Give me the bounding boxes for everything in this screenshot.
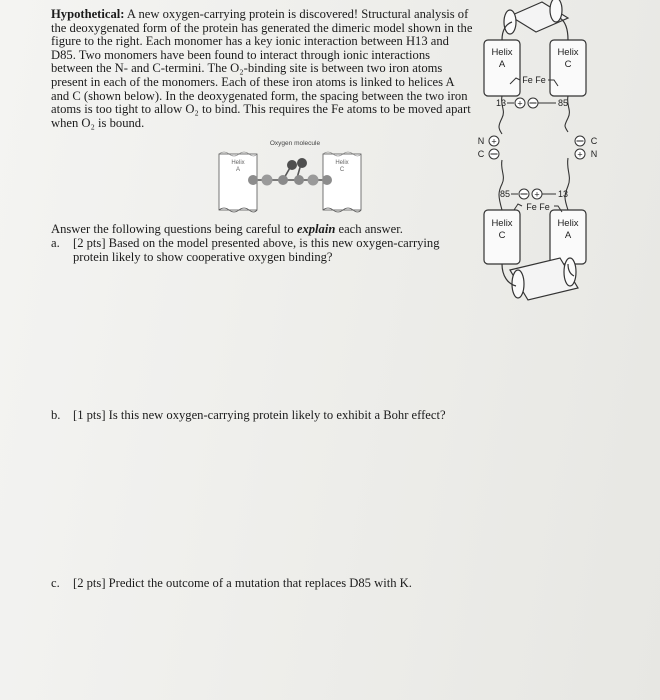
- top-fe-pair: Fe Fe: [522, 75, 546, 85]
- bridge-atom-right: [294, 175, 304, 185]
- bottom-helix-c-label-2: C: [498, 230, 506, 241]
- small-helix-c-label-2: C: [339, 167, 345, 173]
- question-b-label: b.: [51, 408, 61, 422]
- instructions-post: each answer.: [335, 222, 403, 236]
- left-c-terminus: C: [477, 149, 485, 159]
- oxygen-atom-2: [297, 158, 307, 168]
- fe-atom-right: [308, 175, 319, 186]
- svg-text:+: +: [534, 189, 540, 200]
- intro-body: A new oxygen-carrying protein is discovered! Structural analysis of the deoxygenated form of the protein has generated the dimeric model shown in the figure to the right. Each monomer has a key ionic interaction between H13 and D85. Two monomers have been found to interact through ionic interactions between the N- and C-termini. The O₂-binding site is between two iron atoms present in each of the monomers. Each of these iron atoms is linked to helices A and C (shown below). In the deoxygenated form, the spacing between the two iron atoms is too tight to allow O₂ to bind. This requires the Fe atoms to be moved apart when O₂ is bound.: [51, 7, 473, 130]
- bottom-residue-85: 85: [499, 189, 510, 199]
- oxygen-molecule-caption: Oxygen molecule: [269, 140, 321, 147]
- left-n-terminus: N: [477, 136, 485, 146]
- top-plus-symbol: +: [517, 98, 523, 109]
- small-helix-a-label-2: A: [235, 167, 241, 173]
- top-residue-85: 85: [558, 98, 569, 108]
- right-n-terminus: N: [590, 149, 598, 159]
- top-helix-a-label-2: A: [498, 59, 506, 70]
- right-c-terminus: C: [590, 136, 598, 146]
- intro-paragraph: [51, 8, 473, 130]
- question-a: [51, 236, 471, 264]
- atom-right-end: [322, 175, 332, 185]
- question-b-text: [1 pts] Is this new oxygen-carrying protein likely to exhibit a Bohr effect?: [73, 408, 446, 422]
- small-helix-c-label-1: Helix: [335, 160, 349, 166]
- bottom-helix-c-label-1: Helix: [491, 218, 513, 229]
- top-helix-c-label-2: C: [564, 59, 572, 70]
- question-a-label: a.: [51, 236, 60, 250]
- fe-atom-left: [262, 175, 273, 186]
- bridge-atom-left: [278, 175, 288, 185]
- question-c: [51, 576, 511, 590]
- oxygen-atom-1: [287, 160, 297, 170]
- question-c-label: c.: [51, 576, 60, 590]
- question-a-text: [2 pts] Based on the model presented above, is this new oxygen-carrying protein likely to show cooperative oxygen binding?: [73, 236, 440, 264]
- instructions: [51, 222, 471, 236]
- top-helix-c-label-1: Helix: [557, 47, 579, 58]
- bottom-helix-a-label-1: Helix: [557, 218, 579, 229]
- bottom-residue-13: 13: [558, 189, 569, 199]
- top-residue-13: 13: [495, 98, 506, 108]
- svg-text:+: +: [491, 136, 497, 147]
- small-helix-a-label-1: Helix: [231, 160, 245, 166]
- bottom-helix-a-label-2: A: [564, 230, 572, 241]
- bottom-fe-pair: Fe Fe: [526, 202, 550, 212]
- question-c-text: [2 pts] Predict the outcome of a mutation that replaces D85 with K.: [73, 576, 412, 590]
- instructions-pre: Answer the following questions being careful to: [51, 222, 297, 236]
- atom-left-end: [248, 175, 258, 185]
- instructions-emphasis: explain: [296, 222, 336, 236]
- helix-o2-figure: [205, 138, 375, 220]
- top-helix-a-label-1: Helix: [491, 47, 513, 58]
- svg-text:+: +: [577, 149, 583, 160]
- dimer-model-figure: [470, 0, 660, 312]
- intro-heading: Hypothetical:: [51, 7, 125, 21]
- question-b: [51, 408, 511, 422]
